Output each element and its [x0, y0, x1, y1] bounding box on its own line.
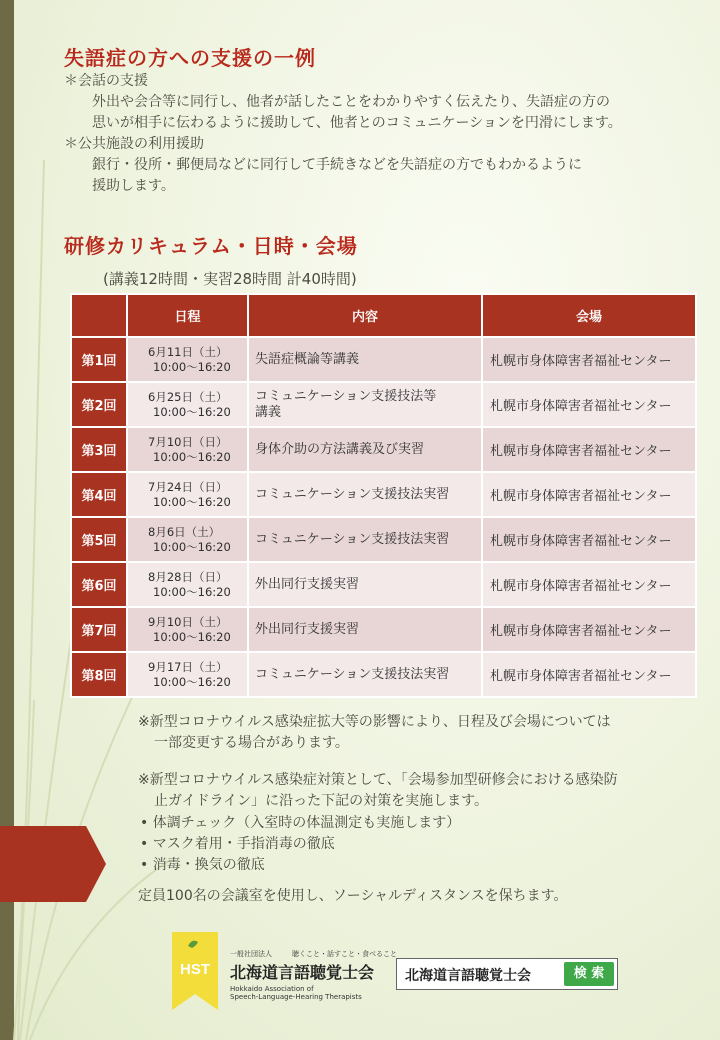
- support-title: 失語症の方への支援の一例: [64, 46, 316, 70]
- association-logo-icon: [170, 932, 220, 1012]
- search-query-text: 北海道言語聴覚士会: [405, 968, 531, 984]
- search-button[interactable]: 検 索: [564, 962, 614, 986]
- session-venue: 札幌市身体障害者福祉センター: [482, 472, 696, 517]
- assoc-english-line1: Hokkaido Association of: [230, 985, 314, 993]
- session-day: 6月11日（土）: [148, 344, 228, 359]
- session-content: 外出同行支援実習: [248, 607, 482, 652]
- table-row: [71, 517, 696, 562]
- session-time: 10:00〜16:20: [153, 404, 231, 419]
- bullet-mask: • マスク着用・手指消毒の徹底: [140, 836, 335, 852]
- support-item1-text-line1: 外出や会合等に同行し、他者が話したことをわかりやすく伝えたり、失語症の方の: [92, 94, 610, 110]
- session-time: 10:00〜16:20: [153, 584, 231, 599]
- session-content: 外出同行支援実習: [248, 562, 482, 607]
- curriculum-hours: (講義12時間・実習28時間 計40時間): [103, 270, 357, 288]
- table-row: [71, 427, 696, 472]
- session-day: 7月10日（日）: [148, 434, 228, 449]
- session-time: 10:00〜16:20: [153, 359, 231, 374]
- corp-type: 一般社団法人: [230, 950, 272, 958]
- session-venue: 札幌市身体障害者福祉センター: [482, 607, 696, 652]
- session-number: 第1回: [71, 337, 127, 382]
- session-time: 10:00〜16:20: [153, 674, 231, 689]
- session-day: 9月10日（土）: [148, 614, 228, 629]
- session-venue: 札幌市身体障害者福祉センター: [482, 382, 696, 427]
- session-content: [248, 382, 482, 427]
- session-number: 第3回: [71, 427, 127, 472]
- session-content: 失語症概論等講義: [248, 337, 482, 382]
- session-day: 9月17日（土）: [148, 659, 228, 674]
- session-day: 8月6日（土）: [148, 524, 221, 539]
- header-venue: 会場: [482, 294, 696, 337]
- support-item2-heading: ＊公共施設の利用援助: [64, 136, 204, 152]
- session-venue: 札幌市身体障害者福祉センター: [482, 427, 696, 472]
- table-row: [71, 382, 696, 427]
- session-date: [127, 382, 248, 427]
- note1-line1: ※新型コロナウイルス感染症拡大等の影響により、日程及び会場については: [138, 714, 611, 730]
- session-time: 10:00〜16:20: [153, 449, 231, 464]
- session-date: [127, 562, 248, 607]
- session-day: 8月28日（日）: [148, 569, 228, 584]
- support-item2-text-line2: 援助します。: [92, 178, 175, 194]
- table-row: [71, 472, 696, 517]
- note2-line2: 止ガイドライン」に沿った下記の対策を実施します。: [154, 793, 489, 809]
- session-date: [127, 337, 248, 382]
- bullet-health-check: • 体調チェック（入室時の体温測定も実施します）: [140, 815, 461, 831]
- session-number: 第5回: [71, 517, 127, 562]
- curriculum-title: 研修カリキュラム・日時・会場: [64, 234, 358, 258]
- decorative-arrow-tab: [0, 826, 106, 902]
- capacity-note: 定員100名の会議室を使用し、ソーシャルディスタンスを保ちます。: [138, 888, 568, 904]
- session-content: 身体介助の方法講義及び実習: [248, 427, 482, 472]
- session-venue: 札幌市身体障害者福祉センター: [482, 337, 696, 382]
- support-item2-text-line1: 銀行・役所・郵便局などに同行して手続きなどを失語症の方でもわかるように: [92, 157, 582, 173]
- session-content-line1: コミュニケーション支援技法等: [255, 388, 437, 404]
- session-date: [127, 652, 248, 697]
- session-day: 7月24日（日）: [148, 479, 228, 494]
- logo-letters: HST: [180, 961, 210, 978]
- session-date: [127, 607, 248, 652]
- session-time: 10:00〜16:20: [153, 539, 231, 554]
- session-number: 第7回: [71, 607, 127, 652]
- session-number: 第4回: [71, 472, 127, 517]
- assoc-english-line2: Speech-Language-Hearing Therapists: [230, 993, 362, 1001]
- session-content: コミュニケーション支援技法実習: [248, 517, 482, 562]
- schedule-table: [70, 293, 697, 698]
- assoc-slogan: 聴くこと・話すこと・食べること: [292, 950, 397, 958]
- session-date: [127, 517, 248, 562]
- table-row: [71, 562, 696, 607]
- header-blank: [71, 294, 127, 337]
- assoc-name: 北海道言語聴覚士会: [230, 963, 375, 982]
- header-date: 日程: [127, 294, 248, 337]
- session-number: 第6回: [71, 562, 127, 607]
- bullet-disinfection: • 消毒・換気の徹底: [140, 857, 265, 873]
- session-number: 第2回: [71, 382, 127, 427]
- session-venue: 札幌市身体障害者福祉センター: [482, 562, 696, 607]
- search-box[interactable]: [396, 958, 618, 990]
- session-day: 6月25日（土）: [148, 389, 228, 404]
- session-venue: 札幌市身体障害者福祉センター: [482, 652, 696, 697]
- support-item1-text-line2: 思いが相手に伝わるように援助して、他者とのコミュニケーションを円滑にします。: [92, 115, 622, 131]
- session-time: 10:00〜16:20: [153, 629, 231, 644]
- support-item1-heading: ＊会話の支援: [64, 73, 148, 89]
- session-number: 第8回: [71, 652, 127, 697]
- session-content-line2: 講義: [255, 404, 282, 420]
- table-row: [71, 337, 696, 382]
- table-row: [71, 652, 696, 697]
- table-row: [71, 607, 696, 652]
- session-venue: 札幌市身体障害者福祉センター: [482, 517, 696, 562]
- session-date: [127, 427, 248, 472]
- session-content: コミュニケーション支援技法実習: [248, 472, 482, 517]
- note2-line1: ※新型コロナウイルス感染症対策として、「会場参加型研修会における感染防: [138, 772, 618, 788]
- session-content: コミュニケーション支援技法実習: [248, 652, 482, 697]
- note1-line2: 一部変更する場合があります。: [154, 735, 349, 751]
- session-date: [127, 472, 248, 517]
- table-header-row: [71, 294, 696, 337]
- session-time: 10:00〜16:20: [153, 494, 231, 509]
- header-content: 内容: [248, 294, 482, 337]
